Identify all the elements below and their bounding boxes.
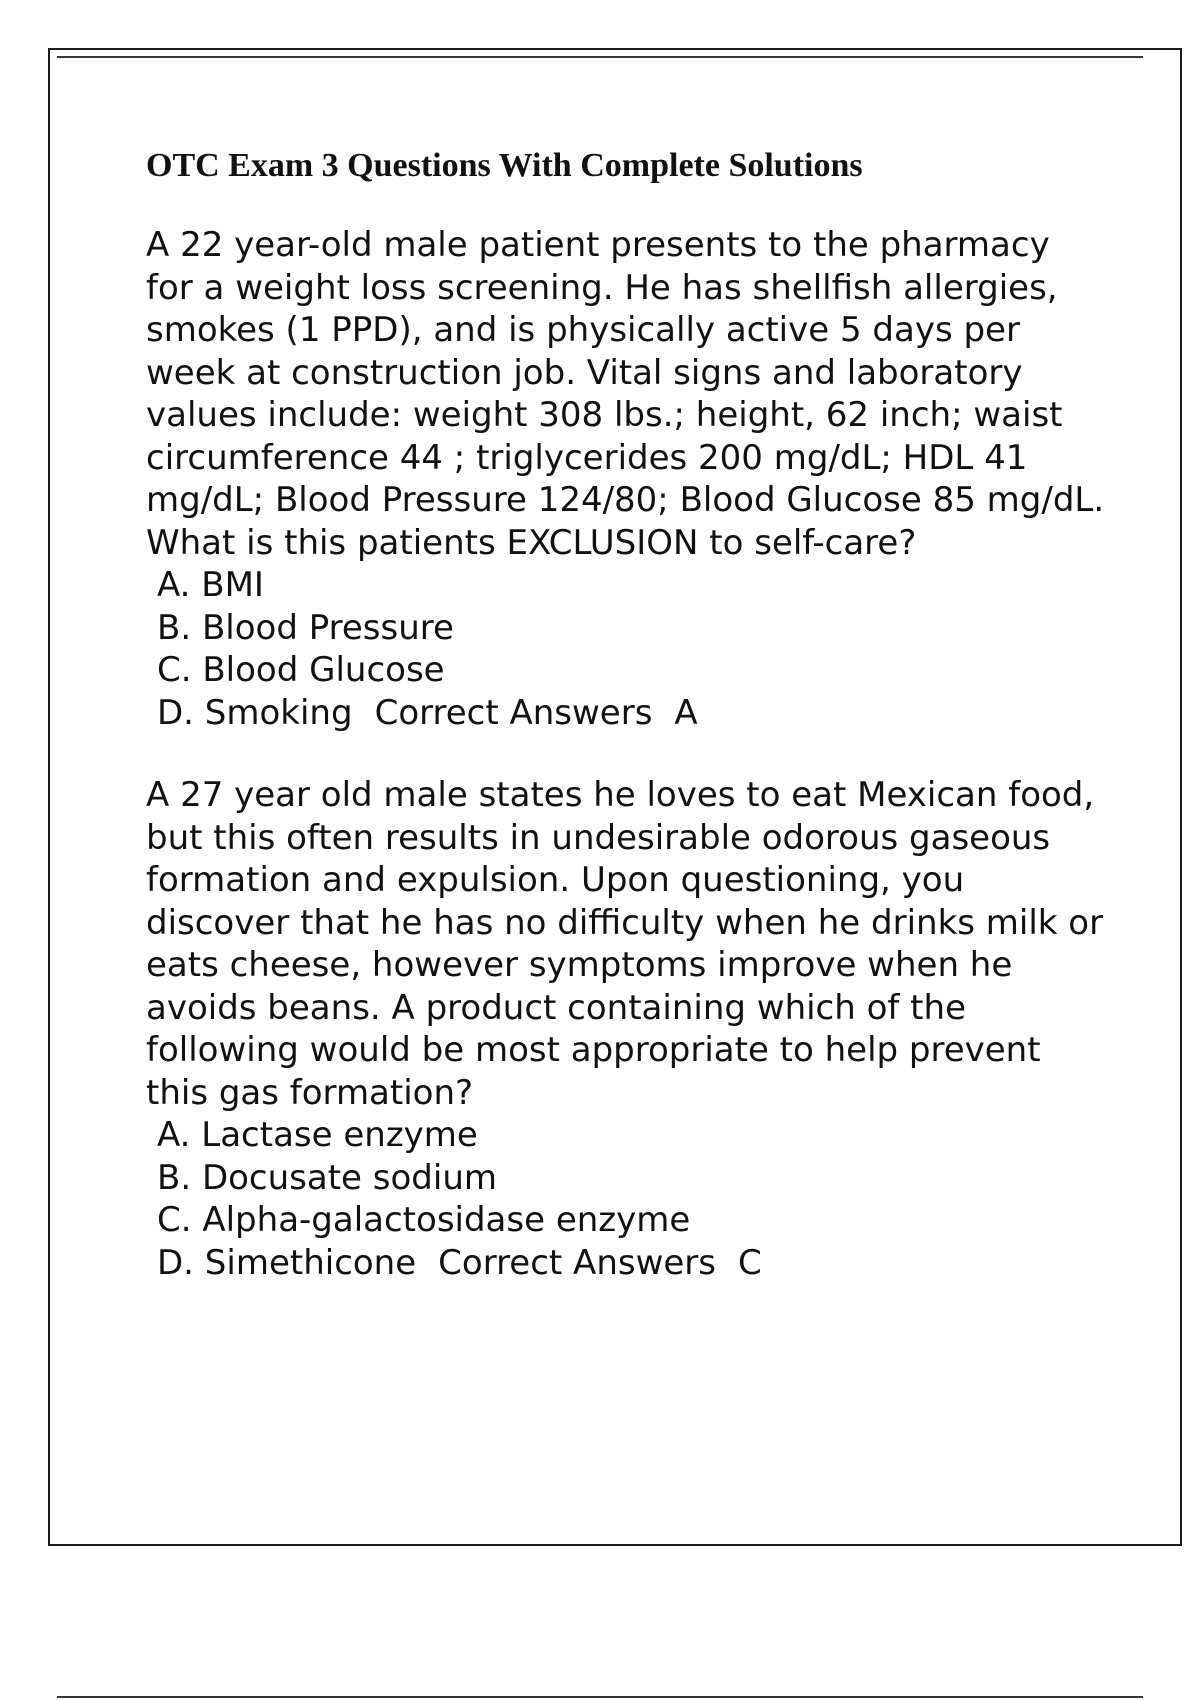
question-2-stem: A 27 year old male states he loves to eat Mexican food, but this often results in undesirable odorous gaseous formation and expulsion. Upon questioning, you discover that he has no difficulty when he drinks milk or eats cheese, however symptoms improve when he avoids beans. A product containing which of the following would be most appropriate to help prevent this gas formation? — [146, 775, 1104, 1113]
document-title: OTC Exam 3 Questions With Complete Solutions — [146, 147, 863, 184]
question-2-option-d: D. Simethicone — [157, 1242, 417, 1283]
question-2 — [146, 774, 1106, 1284]
question-1-option-b: B. Blood Pressure — [157, 607, 454, 648]
question-2-option-a: A. Lactase enzyme — [157, 1115, 478, 1155]
question-1-stem: A 22 year-old male patient presents to the pharmacy for a weight loss screening. He has shellfish allergies, smokes (1 PPD), and is physically active 5 days per week at construction job. Vital signs and laboratory values include: weight 308 lbs.; height, 62 inch; waist circumference 44 ; triglycerides 200 mg/dL; HDL 41 mg/dL; Blood Pressure 124/80; Blood Glucose 85 mg/dL. What is this patients EXCLUSION to self-care? — [146, 225, 1105, 563]
question-2-option-c: C. Alpha-galactosidase enzyme — [157, 1200, 691, 1240]
question-2-option-b: B. Docusate sodium — [157, 1157, 497, 1198]
question-1-option-c: C. Blood Glucose — [157, 650, 445, 690]
question-1-answer-label: Correct Answers — [374, 692, 653, 733]
question-1-option-d: D. Smoking — [157, 692, 353, 733]
question-2-answer-label: Correct Answers — [438, 1242, 716, 1283]
header-rule — [57, 56, 1143, 58]
document-content — [146, 144, 1106, 1324]
question-1-option-d-with-answer — [157, 692, 1106, 735]
question-1-option-a: A. BMI — [157, 565, 264, 605]
question-1 — [146, 224, 1106, 734]
question-2-options — [146, 1114, 1106, 1284]
question-1-options — [146, 564, 1106, 734]
footer-rule — [57, 1696, 1143, 1698]
question-2-answer: C — [738, 1242, 762, 1283]
question-2-option-d-with-answer — [157, 1242, 1106, 1285]
question-1-answer: A — [674, 692, 698, 733]
